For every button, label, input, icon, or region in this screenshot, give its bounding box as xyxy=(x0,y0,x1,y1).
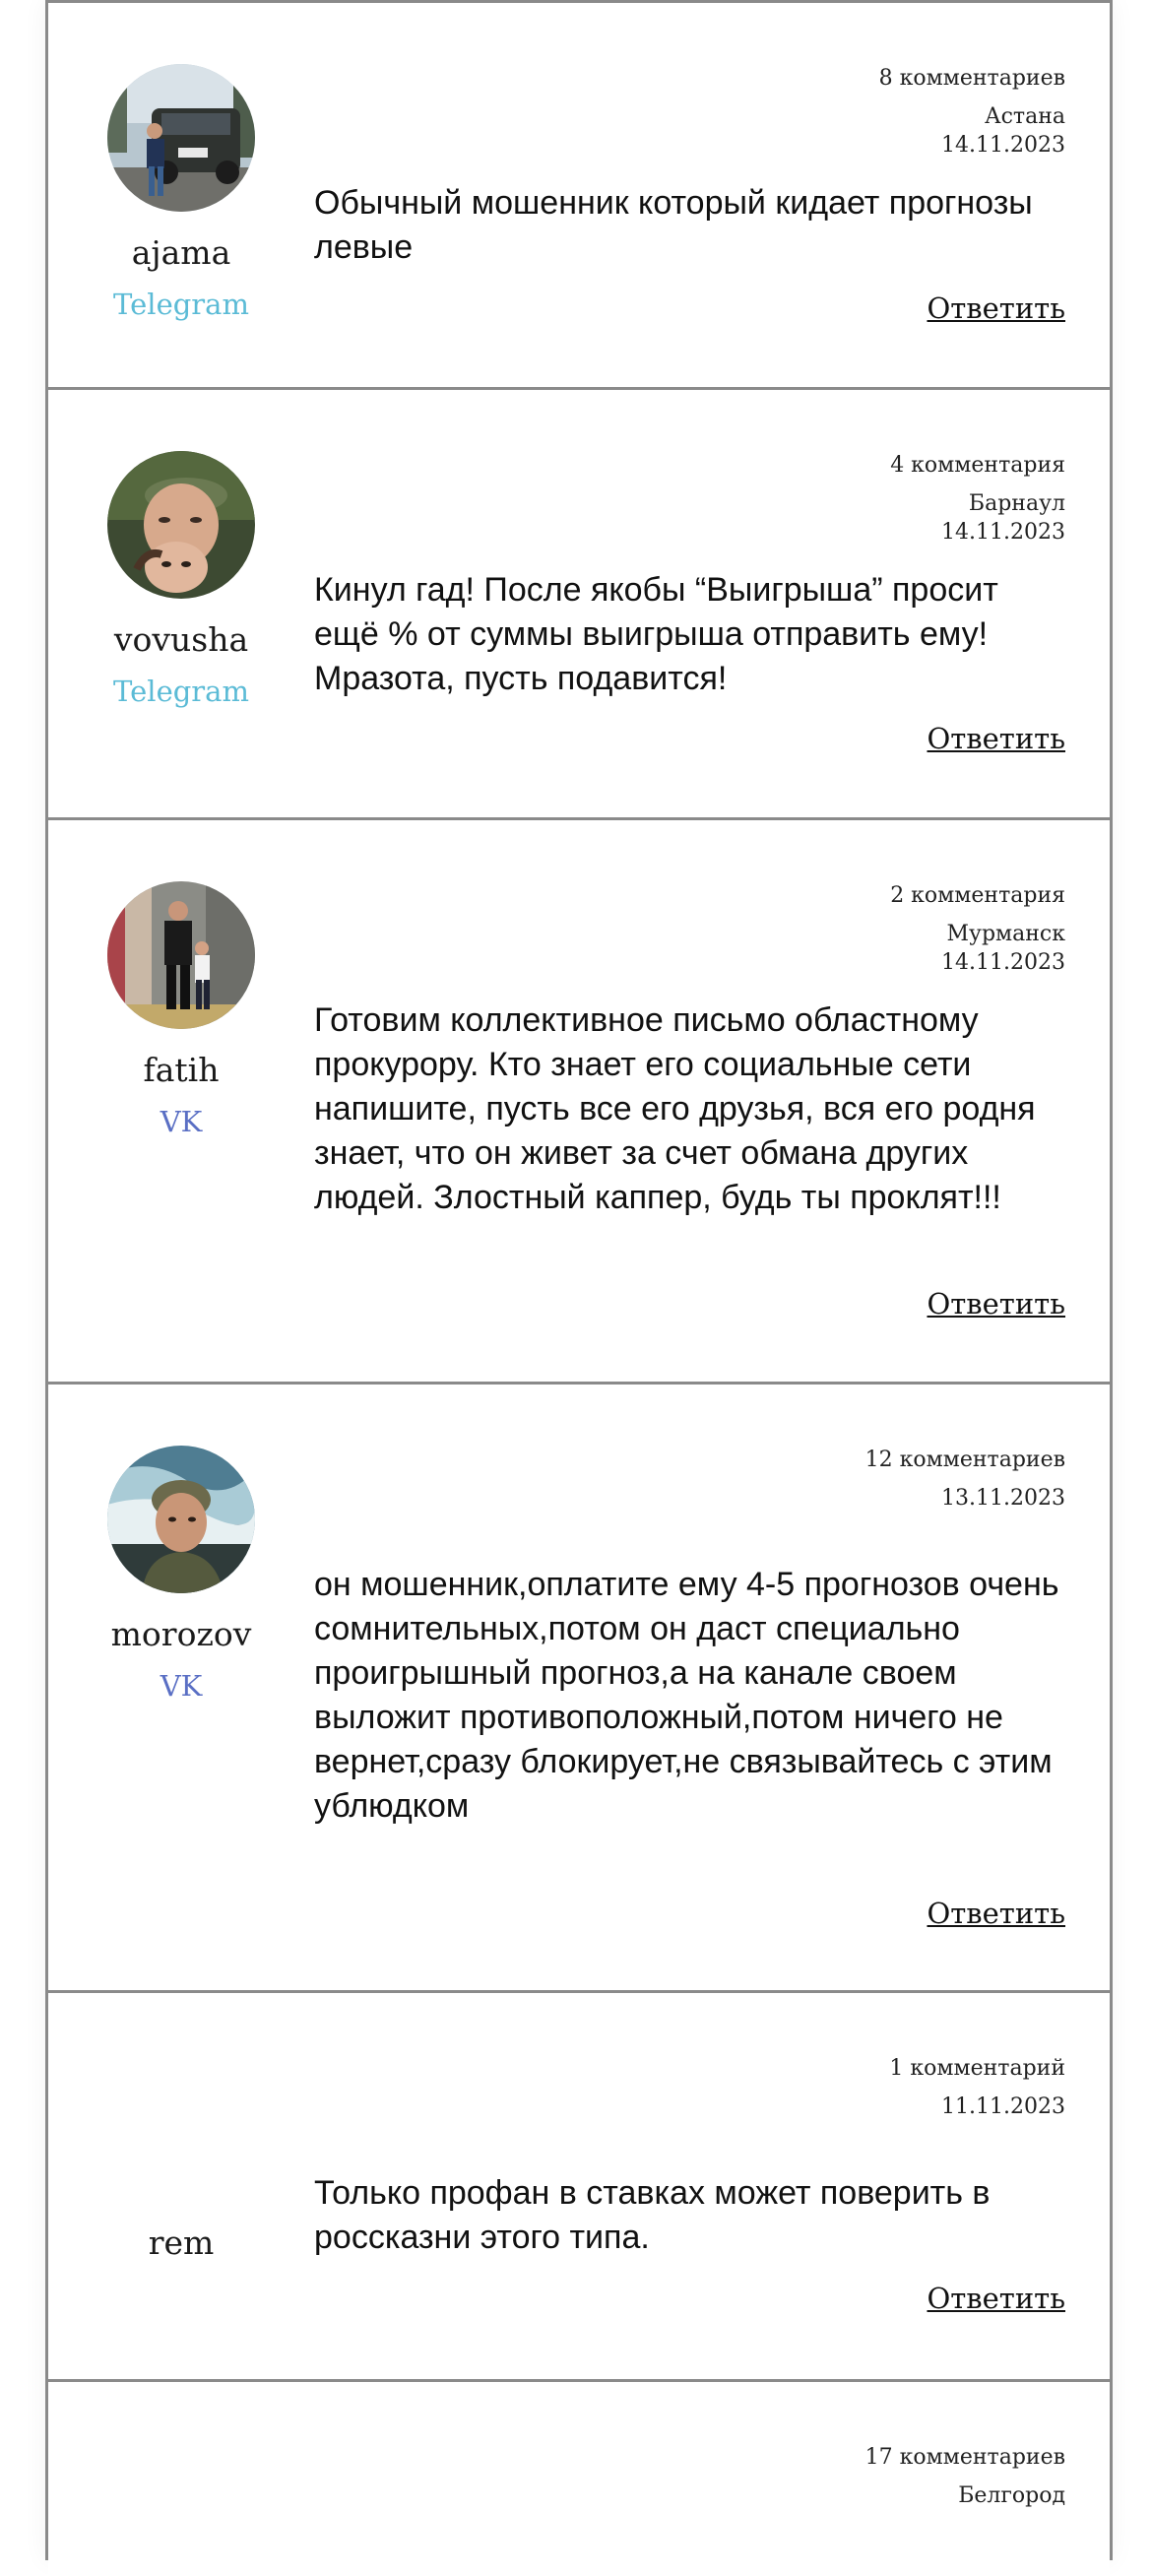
comment-card xyxy=(48,1990,1110,2379)
comment-meta xyxy=(890,881,1065,977)
user-avatar[interactable] xyxy=(107,881,255,1029)
comment-text: Обычный мошенник который кидает прогнозы левые xyxy=(314,184,1033,266)
source-link-vk[interactable]: VK xyxy=(160,1105,203,1138)
username: ajama xyxy=(131,233,231,272)
source-link-vk[interactable]: VK xyxy=(160,1669,203,1703)
reply-button[interactable]: Ответить xyxy=(927,1897,1065,1930)
reply-button[interactable]: Ответить xyxy=(927,2282,1065,2315)
date: 14.11.2023 xyxy=(941,133,1065,158)
comment-count: 8 комментариев xyxy=(878,66,1065,91)
city: Астана xyxy=(984,104,1065,129)
user-avatar[interactable] xyxy=(107,1446,255,1593)
comment-count: 4 комментария xyxy=(890,453,1065,478)
comment-count: 2 комментария xyxy=(890,883,1065,908)
date: 11.11.2023 xyxy=(941,2094,1065,2119)
reply-button[interactable]: Ответить xyxy=(927,291,1065,325)
date: 13.11.2023 xyxy=(941,1486,1065,1511)
username: vovusha xyxy=(113,620,249,659)
reply-button[interactable]: Ответить xyxy=(927,722,1065,755)
comment-card xyxy=(48,2379,1110,2576)
comment-meta xyxy=(865,1446,1065,1513)
comment-count: 12 комментариев xyxy=(864,1448,1065,1472)
comment-meta xyxy=(890,451,1065,547)
comment-card xyxy=(48,1382,1110,1990)
username: fatih xyxy=(143,1051,220,1089)
comment-text: Только профан в ставках может поверить в россказни этого типа. xyxy=(314,2174,991,2256)
comment-text: Готовим коллективное письмо областному прокурору. Кто знает его социальные сети напишите, пусть все его друзья, вся его родня знает, что он живет за счет обмана других людей. Злостный каппер, будь ты проклят!!! xyxy=(314,1001,1036,1216)
comment-count: 1 комментарий xyxy=(889,2056,1065,2081)
comment-meta xyxy=(879,64,1065,160)
date: 14.11.2023 xyxy=(941,520,1065,545)
comment-card xyxy=(48,817,1110,1382)
source-link-telegram[interactable]: Telegram xyxy=(113,288,249,321)
comment-card xyxy=(48,387,1110,817)
comment-text: Кинул гад! После якобы “Выигрыша” просит ещё % от суммы выигрыша отправить ему! Мразота, пусть подавится! xyxy=(314,571,998,697)
comment-card xyxy=(48,0,1110,387)
username: rem xyxy=(148,2223,215,2262)
comments-thread xyxy=(45,0,1113,2560)
comment-meta xyxy=(889,2054,1065,2121)
source-link-telegram[interactable]: Telegram xyxy=(113,675,249,708)
city: Белгород xyxy=(958,2483,1065,2508)
date: 14.11.2023 xyxy=(941,950,1065,975)
comment-meta xyxy=(865,2443,1065,2510)
username: morozov xyxy=(110,1615,252,1653)
reply-button[interactable]: Ответить xyxy=(927,1287,1065,1320)
user-avatar[interactable] xyxy=(107,451,255,599)
comment-text: он мошенник,оплатите ему 4-5 прогнозов очень сомнительных,потом он даст специально проигрышный прогноз,а на канале своем выложит противоположный,потом ничего не вернет,сразу блокирует,не связывайтесь с этим ублюдком xyxy=(314,1566,1059,1825)
comment-count: 17 комментариев xyxy=(864,2445,1065,2470)
city: Барнаул xyxy=(968,491,1065,516)
user-avatar[interactable] xyxy=(107,64,255,212)
city: Мурманск xyxy=(946,922,1065,946)
